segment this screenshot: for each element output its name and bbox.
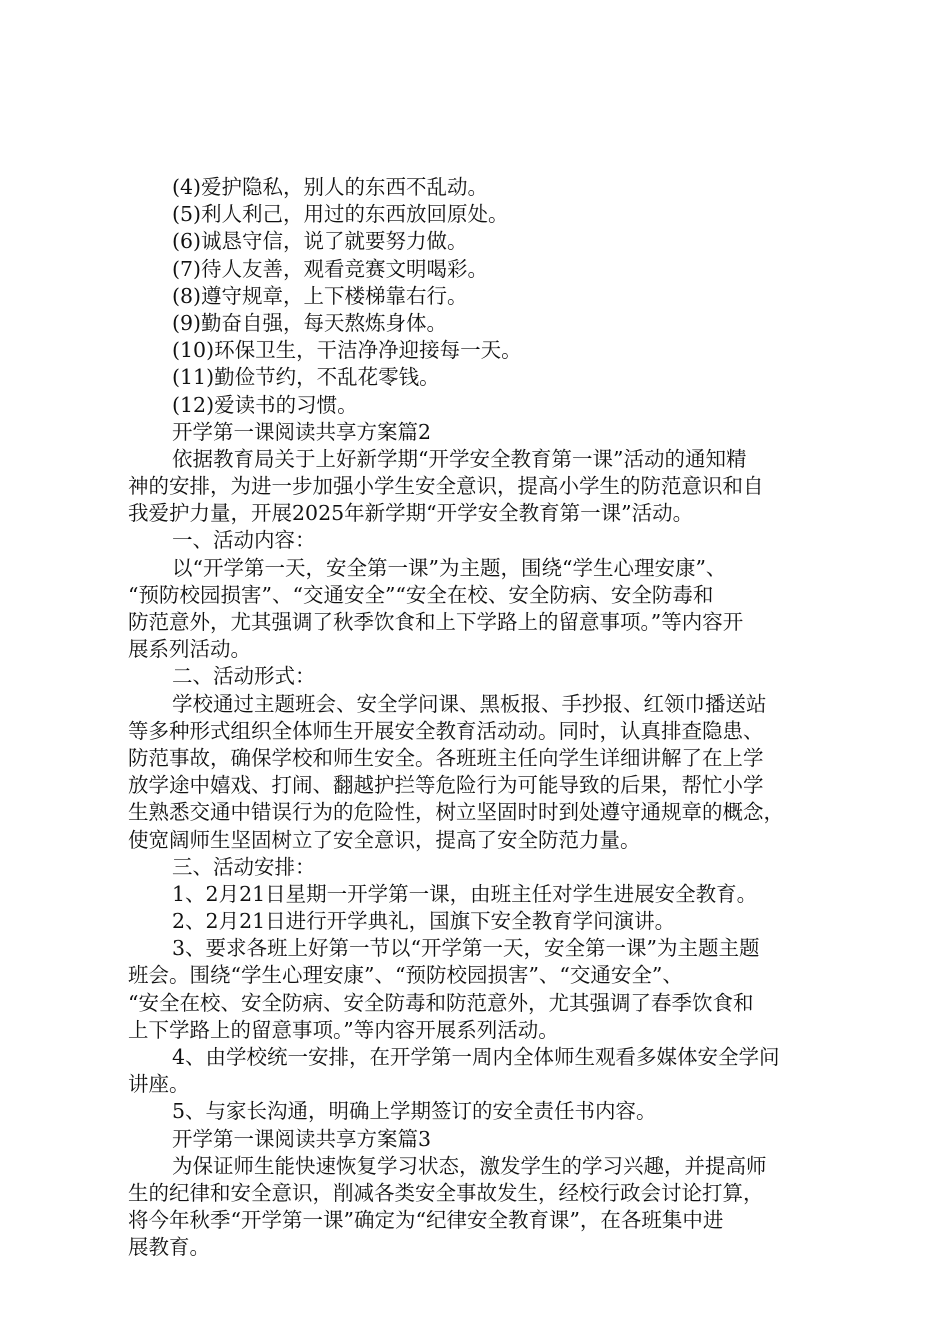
list-item: (4)爱护隐私，别人的东西不乱动。: [172, 175, 489, 199]
paragraph-line: 我爱护力量，开展2025年新学期“开学安全教育第一课”活动。: [128, 501, 694, 526]
paragraph-line: 2、2月21日进行开学典礼，国旗下安全教育学问演讲。: [172, 909, 676, 934]
paragraph-line: “预防校园损害”、“交通安全”“安全在校、安全防病、安全防毒和: [128, 582, 714, 607]
section-heading: 开学第一课阅读共享方案篇2: [172, 419, 432, 444]
paragraph-line: 讲座。: [128, 1072, 190, 1097]
paragraph-line: 防范事故，确保学校和师生安全。各班班主任向学生详细讲解了在上学: [128, 745, 764, 770]
paragraph-line: 3、要求各班上好第一节以“开学第一天，安全第一课”为主题主题: [172, 936, 760, 961]
paragraph-line: 使宽阔师生坚固树立了安全意识，提高了安全防范力量。: [128, 827, 641, 852]
paragraph-line: 生熟悉交通中错误行为的危险性，树立坚固时时到处遵守通规章的概念，: [128, 800, 784, 825]
paragraph-line: “安全在校、安全防病、安全防毒和防范意外，尤其强调了春季饮食和: [128, 990, 754, 1015]
paragraph-line: 学校通过主题班会、安全学问课、黑板报、手抄报、红领巾播送站: [172, 691, 767, 716]
paragraph-line: 上下学路上的留意事项。”等内容开展系列活动。: [128, 1017, 559, 1042]
paragraph-line: 展教育。: [128, 1235, 210, 1260]
paragraph-line: 等多种形式组织全体师生开展安全教育活动动。同时，认真排查隐患、: [128, 718, 764, 743]
paragraph-line: 将今年秋季“开学第一课”确定为“纪律安全教育课”，在各班集中进: [128, 1208, 724, 1233]
list-item: (9)勤奋自强，每天熬炼身体。: [172, 310, 448, 335]
paragraph-line: 生的纪律和安全意识，削减各类安全事故发生，经校行政会讨论打算，: [128, 1180, 764, 1205]
paragraph-line: 1、2月21日星期一开学第一课，由班主任对学生进展安全教育。: [172, 881, 758, 906]
paragraph-line: 防范意外，尤其强调了秋季饮食和上下学路上的留意事项。”等内容开: [128, 610, 744, 634]
list-item: (5)利人利己，用过的东西放回原处。: [172, 202, 509, 227]
paragraph-line: 神的安排，为进一步加强小学生安全意识，提高小学生的防范意识和自: [128, 474, 764, 499]
paragraph-line: 放学途中嬉戏、打闹、翻越护拦等危险行为可能导致的后果，帮忙小学: [128, 773, 764, 798]
list-item: (6)诚恳守信，说了就要努力做。: [172, 229, 468, 254]
paragraph-line: 4、由学校统一安排，在开学第一周内全体师生观看多媒体安全学问: [172, 1045, 780, 1069]
list-item: (7)待人友善，观看竞赛文明喝彩。: [172, 256, 489, 281]
subsection-heading: 二、活动形式：: [172, 664, 316, 689]
subsection-heading: 一、活动内容：: [172, 528, 316, 553]
list-item: (10)环保卫生，干洁净净迎接每一天。: [172, 338, 522, 363]
paragraph-line: 以“开学第一天，安全第一课”为主题，围绕“学生心理安康”、: [172, 555, 727, 580]
subsection-heading: 三、活动安排：: [172, 854, 316, 879]
paragraph-line: 展系列活动。: [128, 637, 251, 662]
list-item: (11)勤俭节约，不乱花零钱。: [172, 365, 440, 390]
section-heading: 开学第一课阅读共享方案篇3: [172, 1126, 432, 1151]
paragraph-line: 5、与家长沟通，明确上学期签订的安全责任书内容。: [172, 1099, 657, 1124]
document-body: [128, 174, 838, 1262]
list-item: (8)遵守规章，上下楼梯靠右行。: [172, 283, 468, 308]
paragraph-line: 为保证师生能快速恢复学习状态，激发学生的学习兴趣，并提高师: [172, 1153, 767, 1178]
paragraph-line: 班会。围绕“学生心理安康”、“预防校园损害”、“交通安全”、: [128, 963, 683, 988]
list-item: (12)爱读书的习惯。: [172, 392, 358, 417]
paragraph-line: 依据教育局关于上好新学期“开学安全教育第一课”活动的通知精: [172, 446, 747, 471]
